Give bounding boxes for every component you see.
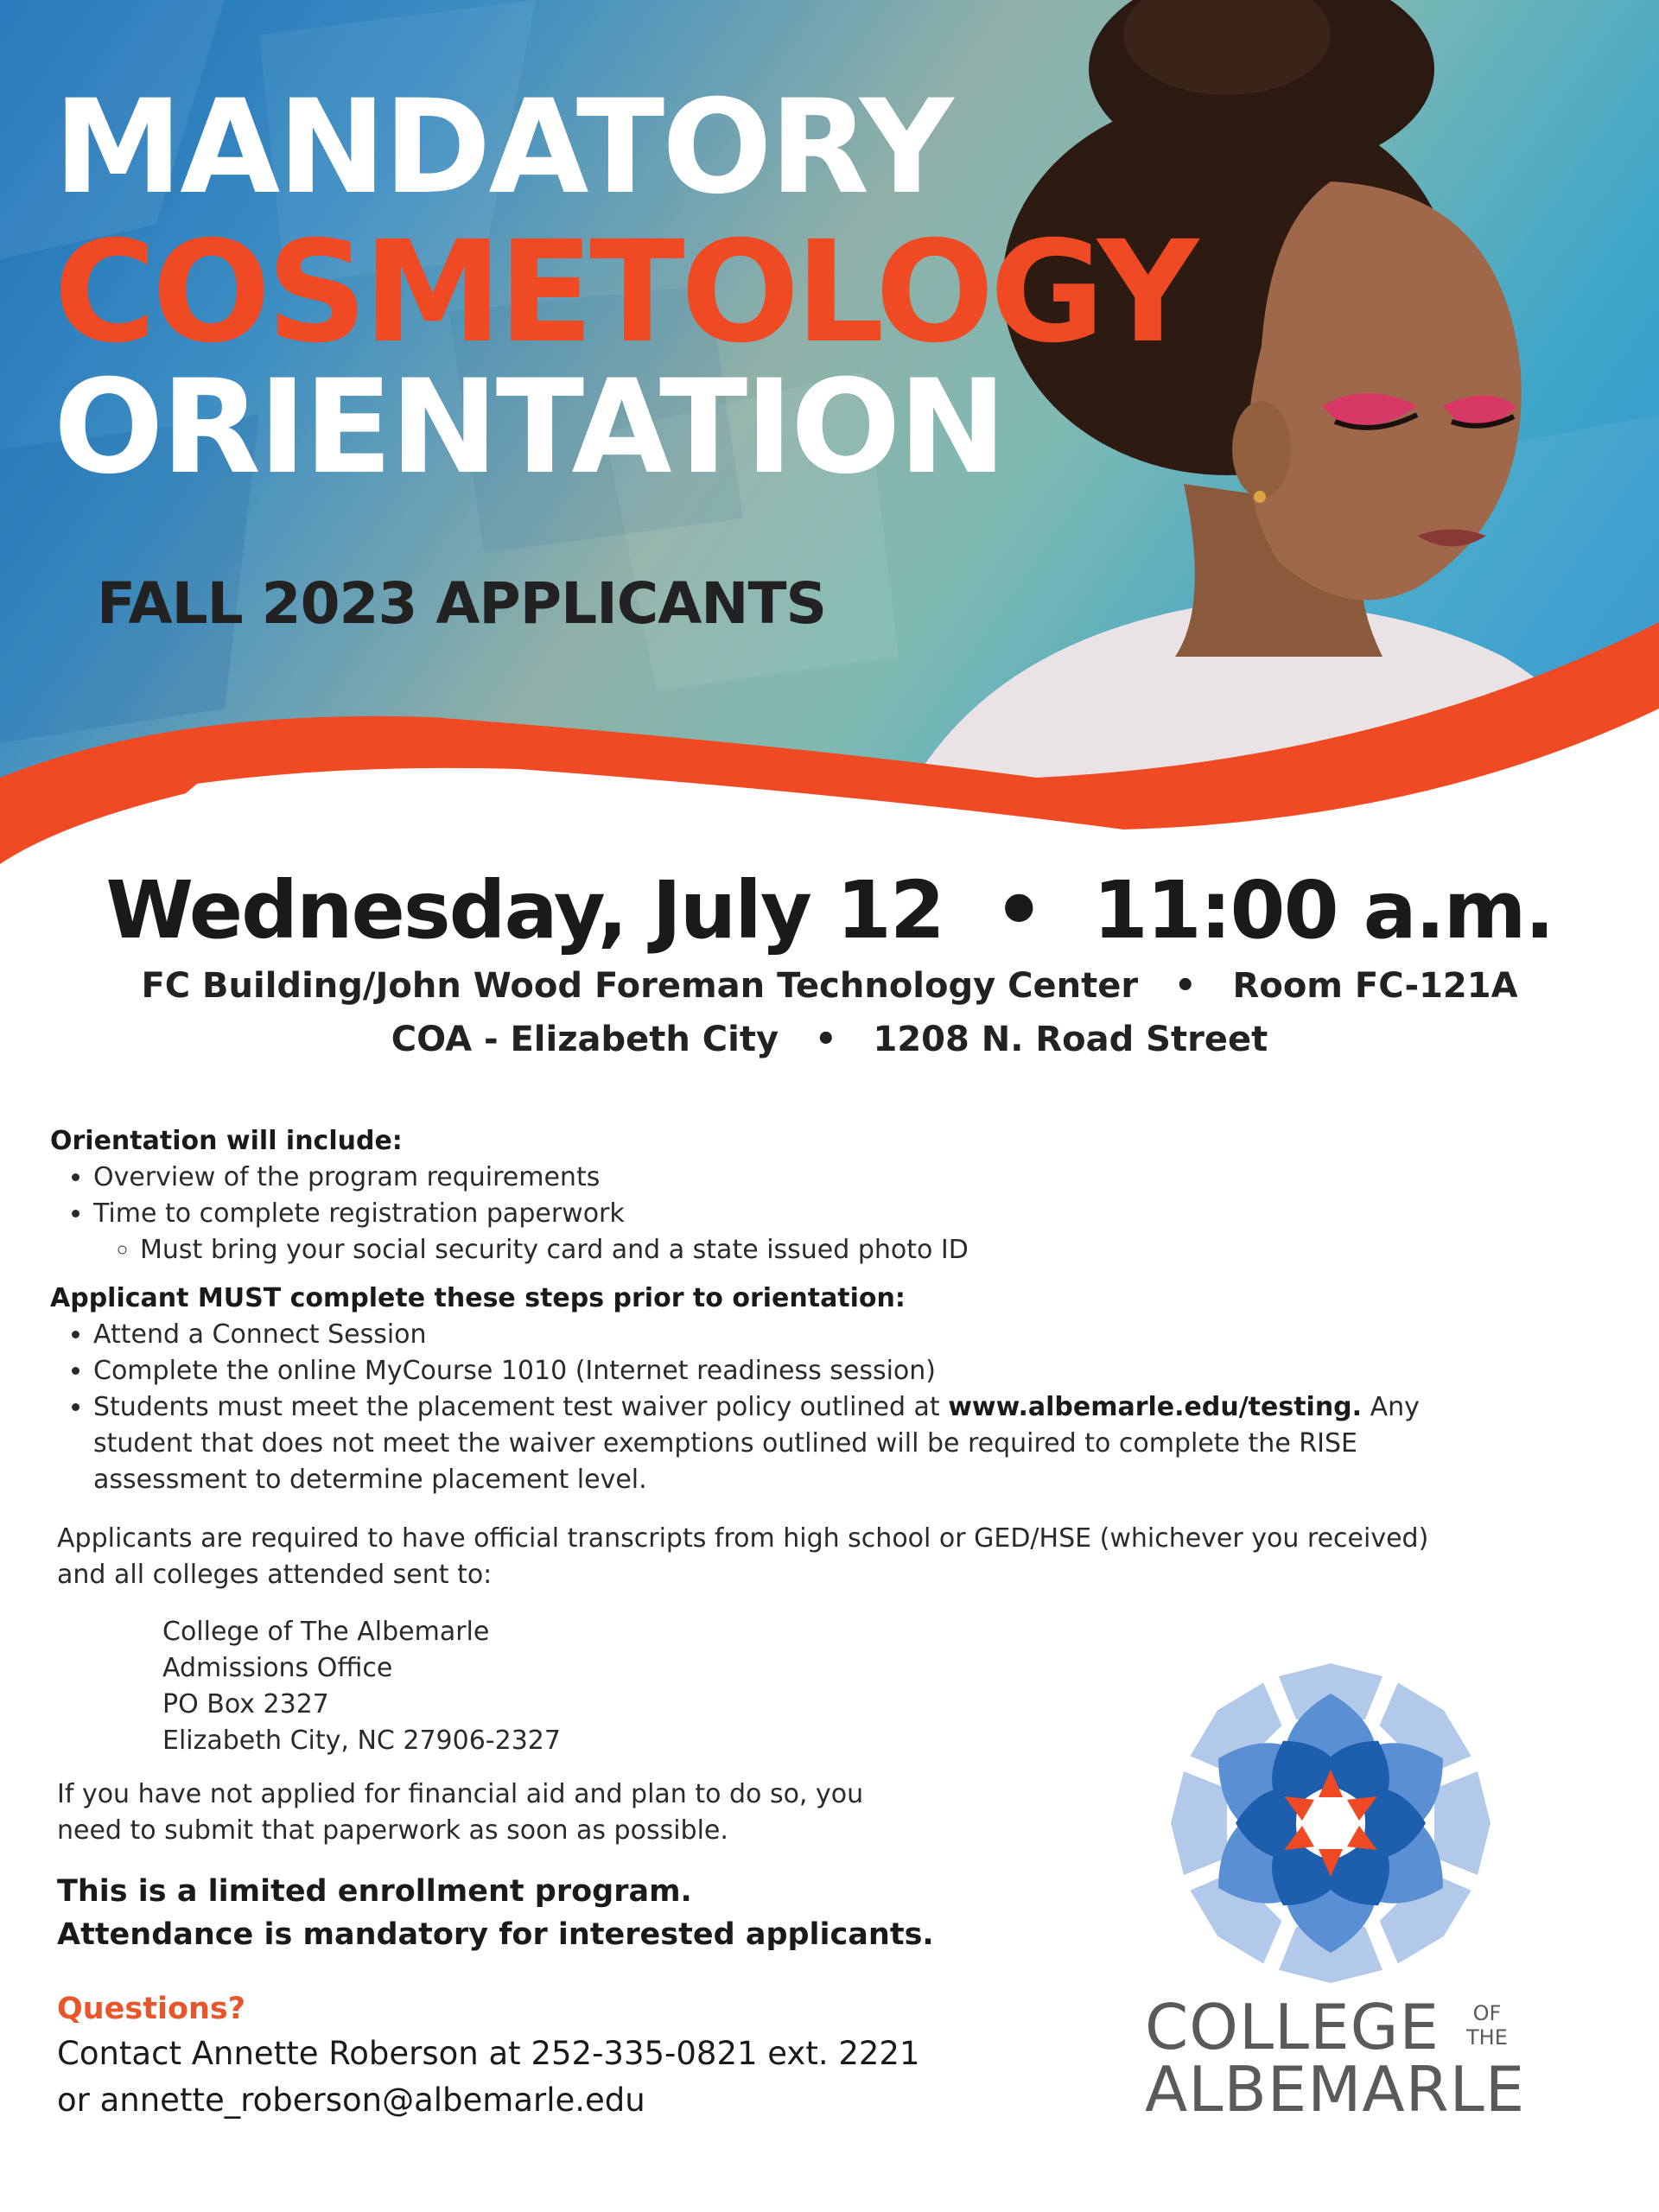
steps-list: [50, 1317, 1433, 1498]
list-item: • Attend a Connect Session: [93, 1317, 1433, 1353]
logo-college-text: COLLEGE: [1145, 1991, 1440, 2063]
waiver-note: Any student that does not meet the waiver exemptions outlined will be required to complete the RISE assessment to determine placement level.: [93, 1392, 1420, 1495]
address-line: College of The Albemarle: [162, 1617, 490, 1647]
address-line: Elizabeth City, NC 27906-2327: [162, 1726, 561, 1756]
financial-aid-note: If you have not applied for financial aid and plan to do so, you need to submit that paperwork as soon as possible.: [57, 1779, 864, 1846]
transcripts-text: Applicants are required to have official transcripts from high school or GED/HSE (whichever you received) and all colleges attended sent to:: [57, 1523, 1429, 1590]
bullet-separator: •: [1174, 966, 1197, 1006]
subtitle-applicants: FALL 2023 APPLICANTS: [97, 570, 827, 637]
event-location-campus: [0, 1020, 1659, 1059]
logo-rosette-icon: [1128, 1659, 1534, 1987]
title-orientation: ORIENTATION: [54, 353, 1005, 503]
testing-link[interactable]: www.albemarle.edu/testing.: [948, 1392, 1363, 1422]
building-name: FC Building/John Wood Foreman Technology Center: [141, 966, 1139, 1006]
event-time: 11:00 a.m.: [1092, 864, 1554, 957]
logo-of-the-text: OF THE: [1466, 2001, 1508, 2050]
bullet-separator: •: [993, 864, 1043, 957]
contact-phone[interactable]: Contact Annette Roberson at 252-335-0821 ext. 2221: [57, 2035, 920, 2072]
steps-heading: Applicant MUST complete these steps prior to orientation:: [50, 1283, 906, 1313]
limited-line: This is a limited enrollment program.: [57, 1874, 692, 1909]
event-date-time: [0, 864, 1659, 957]
hero-banner: [0, 0, 1659, 855]
orientation-sublist: [93, 1232, 1433, 1268]
orientation-list: [50, 1160, 1433, 1268]
college-logo: [1128, 1659, 1534, 2126]
questions-heading: Questions?: [57, 1992, 246, 2026]
event-date: Wednesday, July 12: [105, 864, 944, 957]
logo-albemarle-text: ALBEMARLE: [1145, 2053, 1526, 2126]
orientation-heading: Orientation will include:: [50, 1126, 403, 1156]
room-number: Room FC-121A: [1232, 966, 1518, 1006]
list-item: • Overview of the program requirements: [93, 1160, 1433, 1196]
street-address: 1208 N. Road Street: [873, 1020, 1268, 1059]
list-item: ◦ Must bring your social security card and a state issued photo ID: [140, 1232, 1433, 1268]
list-item: • Students must meet the placement test waiver policy outlined at www.albemarle.edu/testing. Any student that does not meet the waiver exemptions outlined will be required to complete the RISE assessment to determine placement level.: [93, 1389, 1433, 1498]
title-cosmetology: COSMETOLOGY: [54, 212, 1195, 374]
address-line: PO Box 2327: [162, 1689, 329, 1719]
event-location-building: [0, 966, 1659, 1006]
title-mandatory: MANDATORY: [54, 73, 951, 223]
list-item: • Time to complete registration paperwork ◦ Must bring your social security card and a state issued photo ID: [93, 1196, 1433, 1268]
bullet-separator: •: [814, 1020, 837, 1059]
mandatory-line: Attendance is mandatory for interested applicants.: [57, 1917, 934, 1952]
address-line: Admissions Office: [162, 1653, 393, 1683]
contact-email[interactable]: or annette_roberson@albemarle.edu: [57, 2082, 645, 2119]
list-item: • Complete the online MyCourse 1010 (Internet readiness session): [93, 1353, 1433, 1389]
campus-name: COA - Elizabeth City: [391, 1020, 779, 1059]
